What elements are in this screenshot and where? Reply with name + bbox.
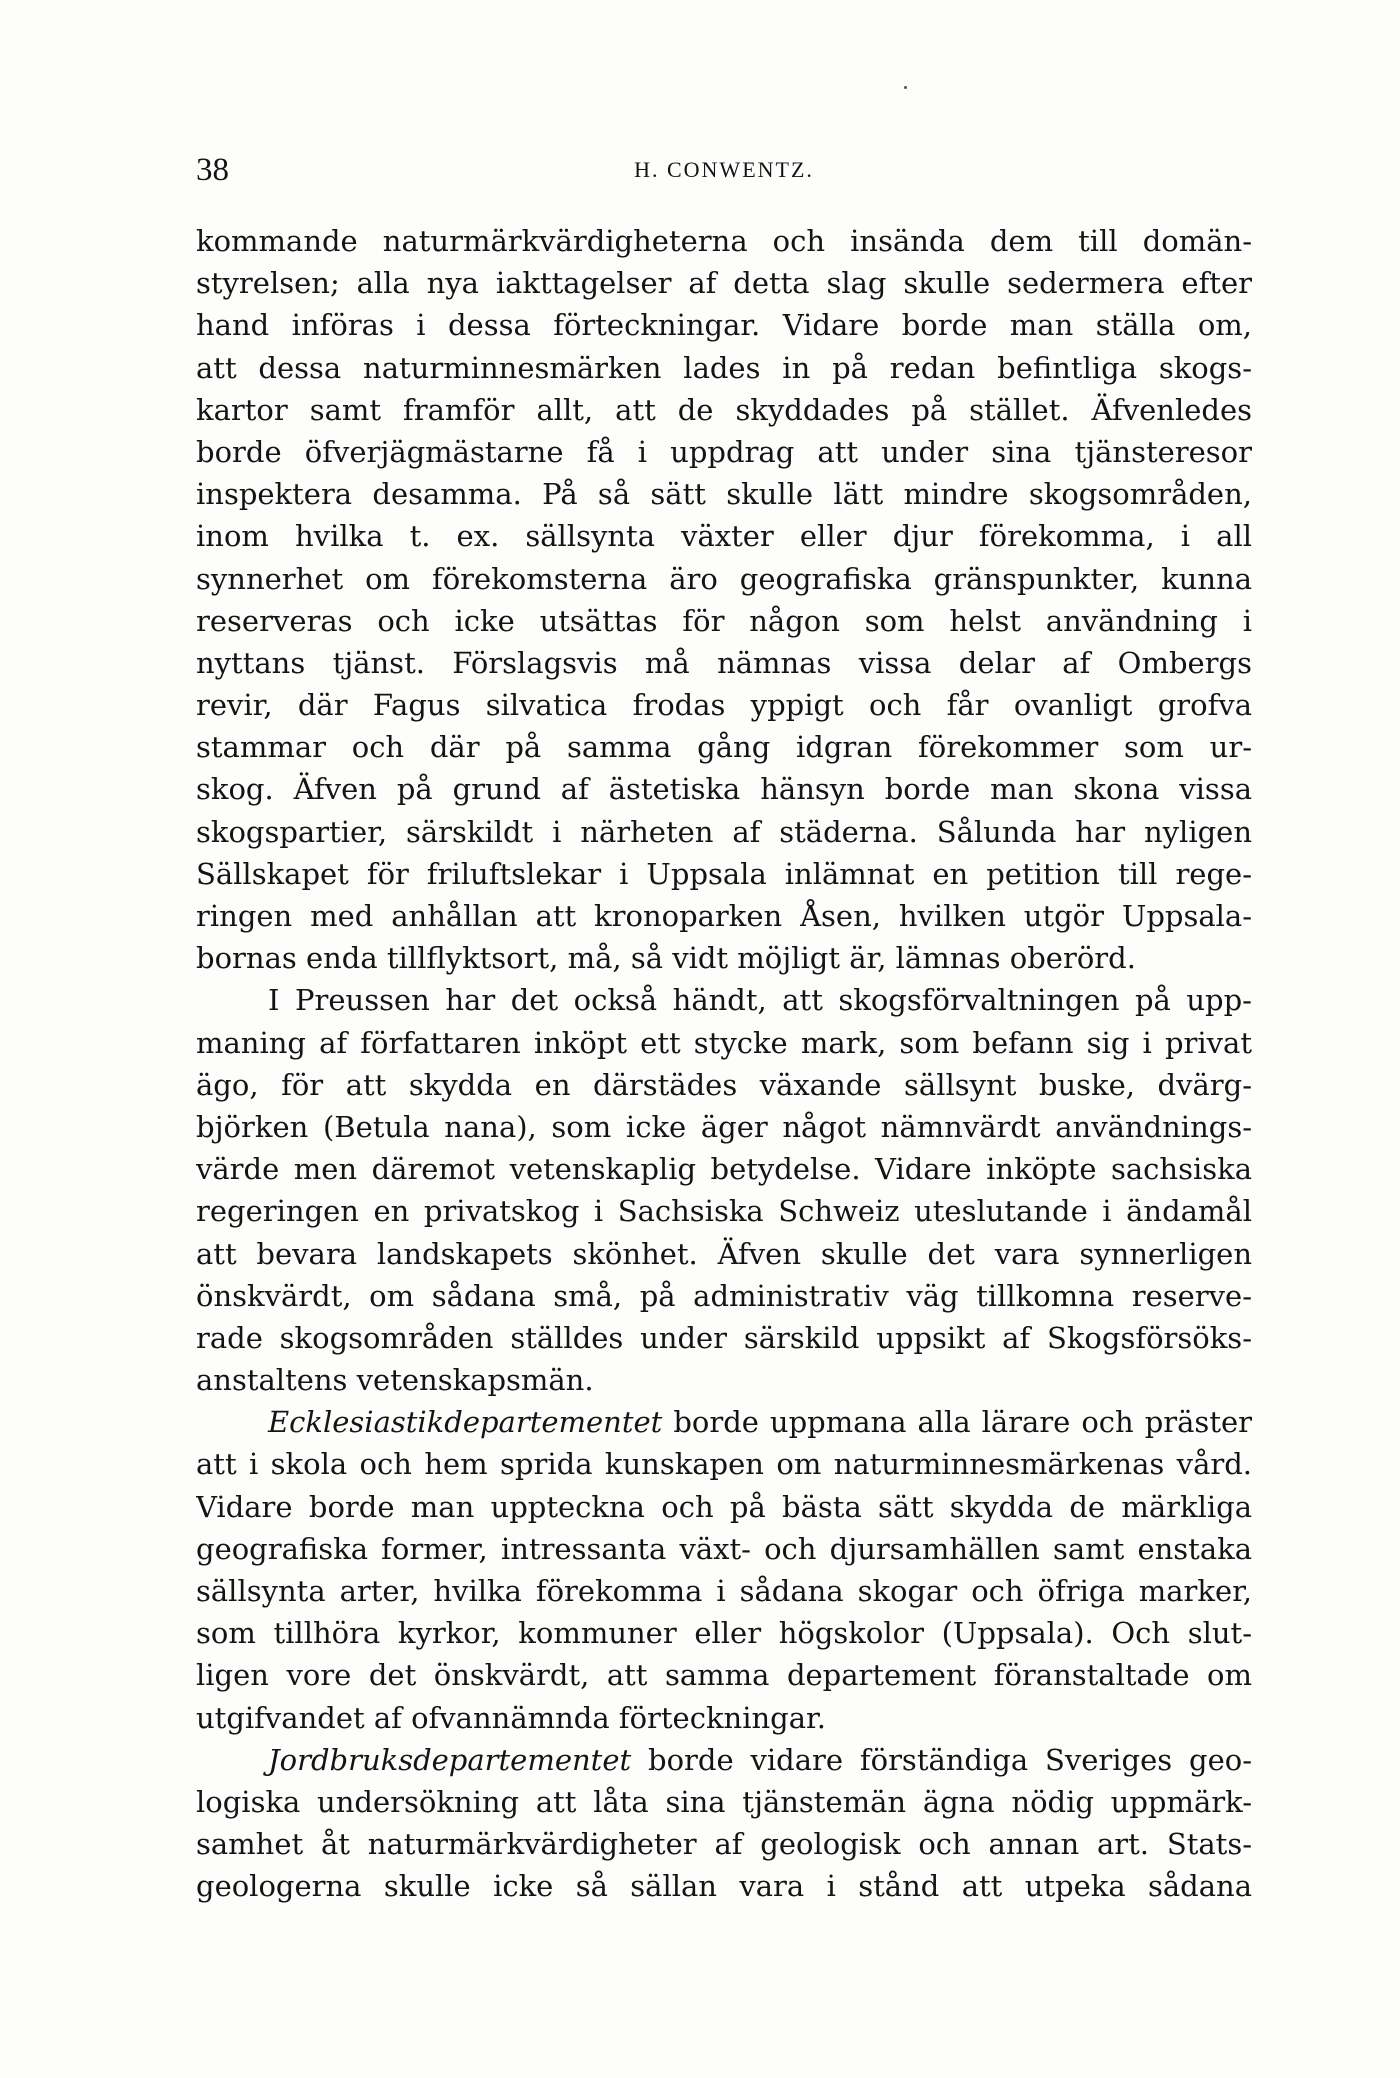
text-line: att dessa naturminnesmärken lades in på redan befintliga skogs- [196,350,1252,385]
page-header [196,150,1252,190]
text-line: anstaltens vetenskapsmän. [196,1363,594,1398]
text-line: geografiska former, intressanta växt- och djursamhällen samt enstaka [196,1531,1252,1566]
text-line: styrelsen; alla nya iakttagelser af detta slag skulle sedermera efter [196,266,1252,301]
text-line: ägo, för att skydda en därstädes växande sällsynt buske, dvärg- [196,1067,1252,1102]
text-line: som tillhöra kyrkor, kommuner eller högskolor (Uppsala). Och slut- [196,1616,1252,1651]
text-line: logiska undersökning att låta sina tjänstemän ägna nödig uppmärk- [196,1784,1252,1819]
text-line: skogspartier, särskildt i närheten af städerna. Sålunda har nyligen [196,814,1252,849]
text-line: reserveras och icke utsättas för någon som helst användning i [196,603,1252,638]
paragraph [196,1401,1252,1739]
text-line: Vidare borde man uppteckna och på bästa sätt skydda de märkliga [196,1489,1252,1524]
text-line: synnerhet om förekomsterna äro geografiska gränspunkter, kunna [196,561,1252,596]
body-text [196,220,1252,1908]
text-line: kartor samt framför allt, att de skyddades på stället. Äfvenledes [196,392,1252,427]
text-line: revir, där Fagus silvatica frodas yppigt och får ovanligt grofva [196,688,1252,723]
page-number: 38 [196,152,229,188]
text-line: stammar och där på samma gång idgran förekommer som ur- [196,730,1252,765]
running-head: H. CONWENTZ. [634,157,814,182]
text-line: att bevara landskapets skönhet. Äfven skulle det vara synnerligen [196,1236,1252,1271]
text-line: björken (Betula nana), som icke äger något nämnvärdt användnings- [196,1109,1252,1144]
text-line: hand införas i dessa förteckningar. Vidare borde man ställa om, [196,308,1252,343]
text-line: nyttans tjänst. Förslagsvis må nämnas vissa delar af Ombergs [196,645,1252,680]
text-line: maning af författaren inköpt ett stycke mark, som befann sig i privat [196,1025,1252,1060]
paragraph [196,1739,1252,1908]
text-line: ringen med anhållan att kronoparken Åsen, hvilken utgör Uppsala- [196,899,1252,933]
text-line: regeringen en privatskog i Sachsiska Schweiz uteslutande i ändamål [196,1194,1252,1229]
paragraph [196,979,1252,1401]
text-line: borde öfverjägmästarne få i uppdrag att under sina tjänsteresor [196,434,1252,469]
italic-lead-term: Jordbruksdepartementet [268,1742,632,1777]
italic-lead-term: Ecklesiastikdepartementet [268,1405,663,1440]
text-line: I Preussen har det också händt, att skogsförvaltningen på upp- [268,983,1252,1018]
line-rest: borde vidare förständiga Sveriges geo- [631,1742,1252,1777]
text-line [196,1739,1252,1781]
text-line: önskvärdt, om sådana små, på administrativ väg tillkomna reserve- [196,1278,1252,1313]
paper-speck [904,86,907,89]
text-line: geologerna skulle icke så sällan vara i stånd att utpeka sådana [196,1869,1252,1904]
text-line: samhet åt naturmärkvärdigheter af geologisk och annan art. Stats- [196,1827,1252,1862]
text-line: sällsynta arter, hvilka förekomma i sådana skogar och öfriga marker, [196,1574,1252,1608]
text-line: ligen vore det önskvärdt, att samma departement föranstaltade om [196,1658,1252,1693]
text-line: att i skola och hem sprida kunskapen om naturminnesmärkenas vård. [196,1447,1252,1482]
text-line: inom hvilka t. ex. sällsynta växter eller djur förekomma, i all [196,519,1252,554]
text-line: skog. Äfven på grund af ästetiska hänsyn borde man skona vissa [196,772,1252,807]
text-line: rade skogsområden ställdes under särskild uppsikt af Skogsförsöks- [196,1320,1252,1355]
paragraph [196,220,1252,979]
text-line: utgifvandet af ofvannämnda förteckningar. [196,1700,826,1735]
text-line: bornas enda tillflyktsort, må, så vidt möjligt är, lämnas oberörd. [196,941,1136,976]
text-line: inspektera desamma. På så sätt skulle lätt mindre skogsområden, [196,477,1252,512]
text-line: värde men däremot vetenskaplig betydelse. Vidare inköpte sachsiska [196,1152,1252,1187]
text-line: kommande naturmärkvärdigheterna och insända dem till domän- [196,224,1252,258]
line-rest: borde uppmana alla lärare och präster [662,1405,1252,1440]
text-line: Sällskapet för friluftslekar i Uppsala inlämnat en petition till rege- [196,856,1252,891]
text-line [196,1401,1252,1443]
